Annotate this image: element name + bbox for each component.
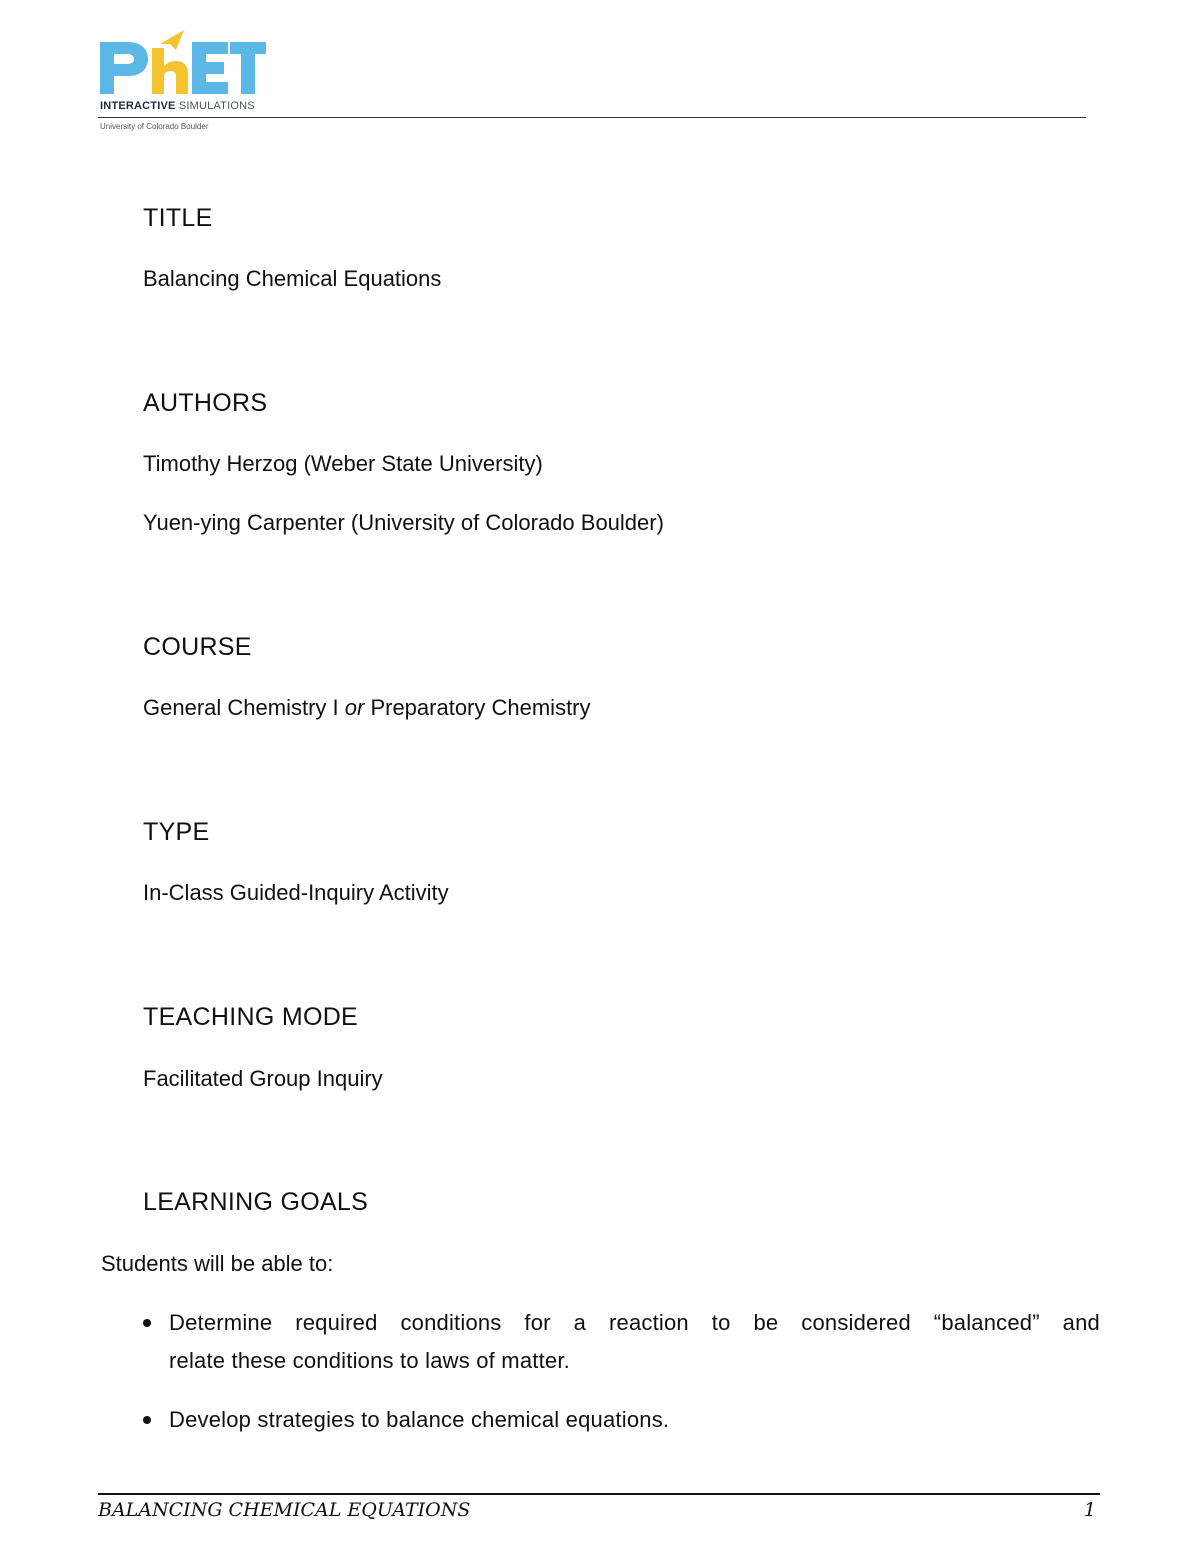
footer-doc-title: BALANCING CHEMICAL EQUATIONS — [98, 1499, 471, 1521]
logo-tagline-light: SIMULATIONS — [178, 100, 255, 112]
title-heading: TITLE — [143, 204, 213, 232]
learning-goal-text — [169, 1304, 1100, 1380]
learning-goal-item — [143, 1304, 1100, 1380]
course-heading: COURSE — [143, 633, 252, 661]
learning-goal-line: Develop strategies to balance chemical equations. — [169, 1407, 670, 1432]
learning-goal-line: relate these conditions to laws of matter. — [169, 1348, 570, 1373]
logo-tagline-bold: INTERACTIVE — [100, 100, 176, 112]
bullet-icon — [143, 1416, 151, 1424]
learning-goals-heading: LEARNING GOALS — [143, 1188, 369, 1216]
type-value: In-Class Guided-Inquiry Activity — [143, 880, 449, 905]
learning-goal-text — [169, 1401, 1100, 1439]
teaching-mode-heading: TEACHING MODE — [143, 1003, 359, 1031]
course-connector: or — [344, 695, 365, 720]
footer-divider — [98, 1493, 1100, 1495]
authors-heading: AUTHORS — [143, 389, 268, 417]
learning-goals-intro: Students will be able to: — [101, 1251, 334, 1276]
author-item: Timothy Herzog (Weber State University) — [143, 451, 543, 476]
course-part2: Preparatory Chemistry — [370, 695, 591, 720]
type-heading: TYPE — [143, 818, 210, 846]
learning-goal-item — [143, 1401, 1100, 1439]
logo-tagline — [100, 100, 255, 112]
header-divider — [98, 117, 1086, 118]
bullet-icon — [143, 1319, 151, 1327]
learning-goal-line: Determine required conditions for a reaction to be considered “balanced” and — [169, 1310, 1100, 1335]
author-item: Yuen-ying Carpenter (University of Colorado Boulder) — [143, 510, 664, 535]
title-value: Balancing Chemical Equations — [143, 266, 442, 291]
course-value — [143, 695, 591, 721]
teaching-mode-value: Facilitated Group Inquiry — [143, 1066, 383, 1091]
footer-page-number: 1 — [1083, 1499, 1096, 1521]
course-part1: General Chemistry I — [143, 695, 339, 720]
logo-university: University of Colorado Boulder — [100, 122, 209, 131]
phet-logo-wordmark — [98, 26, 268, 106]
